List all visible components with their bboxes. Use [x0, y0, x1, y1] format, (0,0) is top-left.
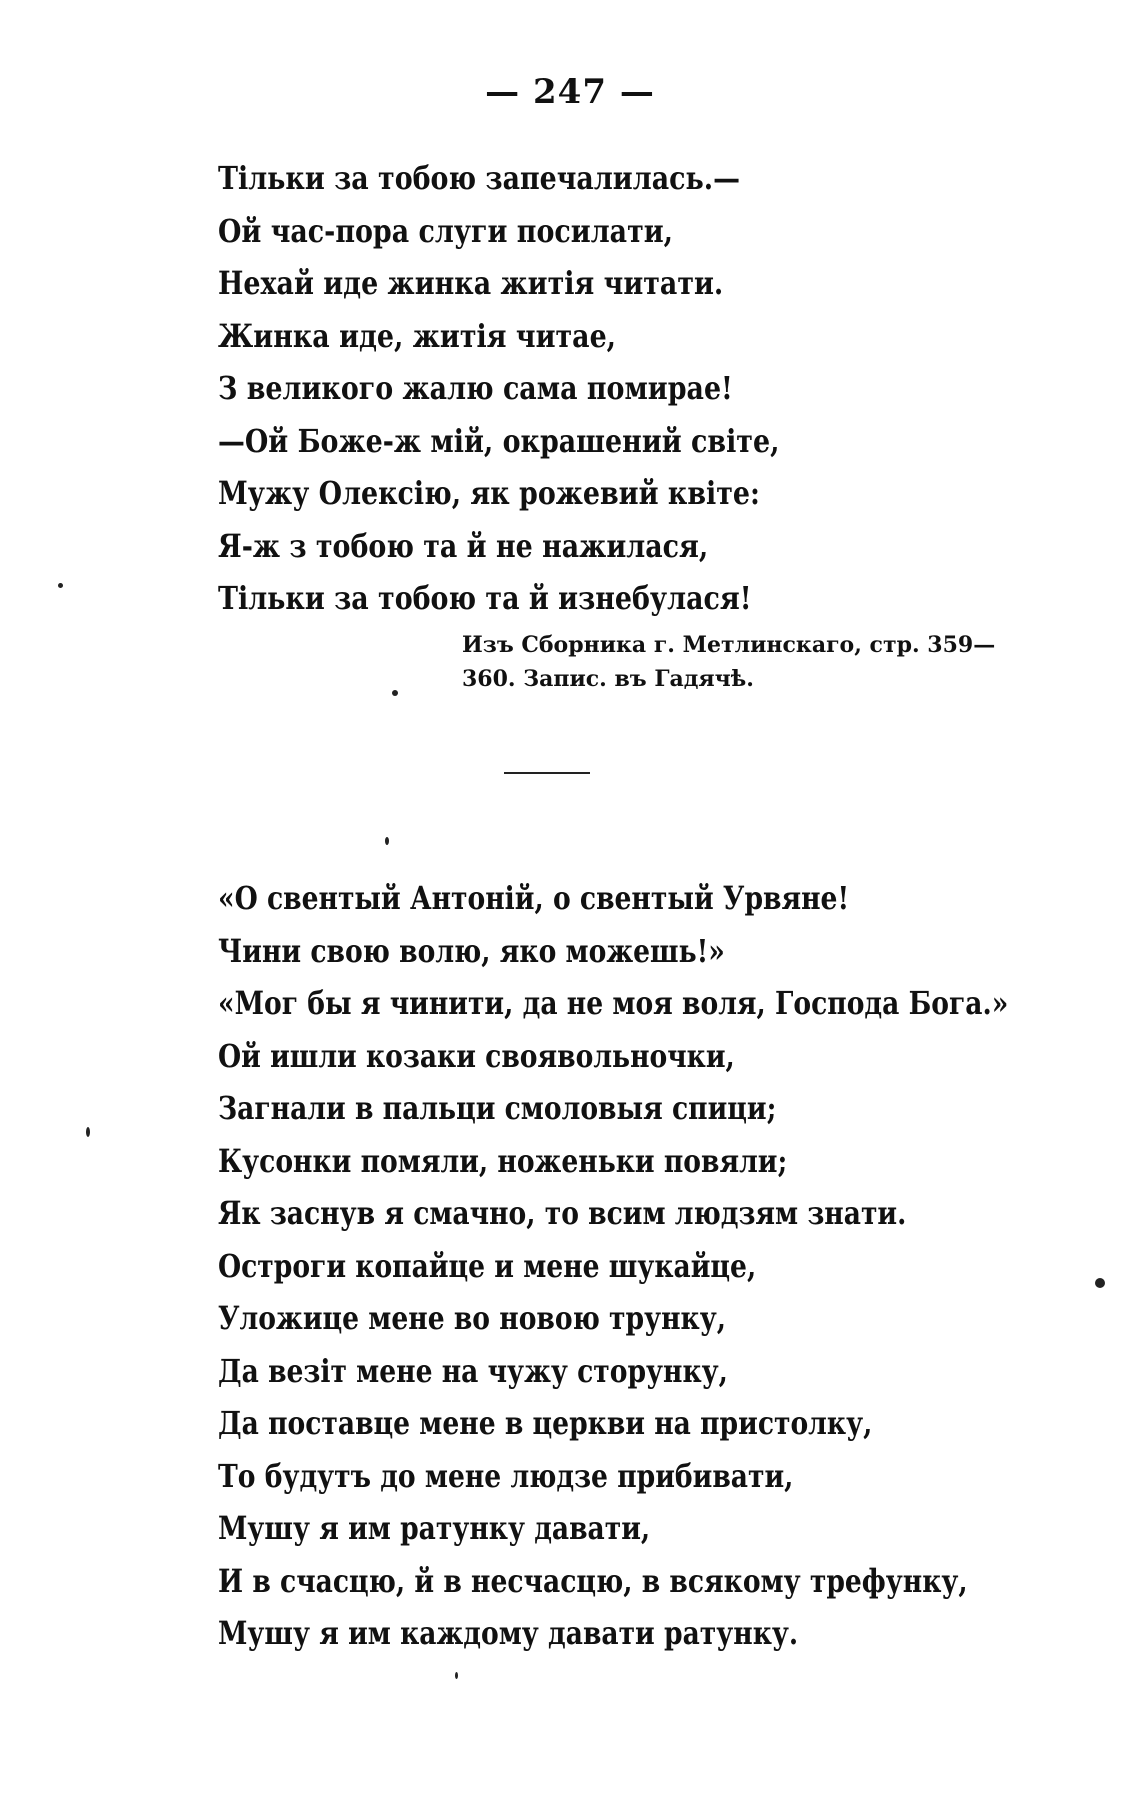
source-note-line: Изъ Сборника г. Метлинскаго, стр. 359—: [462, 632, 996, 658]
source-note: [462, 628, 995, 696]
poem-line: Тільки за тобою та й изнебулася!: [218, 579, 752, 617]
poem-line: Да поставце мене в церкви на пристолку,: [218, 1404, 873, 1442]
source-note-line: 360. Запис. въ Гадячѣ.: [462, 666, 754, 692]
scan-speck: [86, 1127, 90, 1137]
poem-line: Ой ишли козаки своявольночки,: [218, 1036, 735, 1075]
poem-stanza-1: [218, 152, 886, 625]
section-divider: [504, 772, 590, 774]
poem-line: Нехай иде жинка житія читати.: [218, 264, 724, 302]
poem-line: Уложице мене во новою трунку,: [218, 1299, 726, 1337]
poem-line: Жинка иде, житія читае,: [218, 316, 617, 355]
poem-line: Да везіт мене на чужу сторунку,: [218, 1351, 728, 1390]
poem-line: Тільки за тобою запечалилась.—: [218, 159, 740, 197]
poem-line: И в счасцю, й в несчасцю, в всякому трефунку,: [218, 1561, 968, 1600]
page-number: — 247 —: [485, 72, 655, 112]
poem-stanza-2: [218, 872, 1140, 1660]
scan-speck: [455, 1672, 458, 1679]
poem-line: Остроги копайце и мене шукайце,: [218, 1246, 757, 1285]
poem-line: То будутъ до мене людзе прибивати,: [218, 1456, 794, 1495]
scan-speck: [392, 690, 398, 696]
poem-line: Загнали в пальци смоловыя спици;: [218, 1089, 777, 1127]
poem-line: З великого жалю сама помирае!: [218, 369, 733, 407]
poem-line: Ой час-пора слуги посилати,: [218, 211, 674, 250]
poem-line: «Мог бы я чинити, да не моя воля, Господа Бога.»: [218, 984, 1009, 1022]
scan-speck: [385, 837, 389, 845]
poem-line: Чини свою волю, яко можешь!»: [218, 931, 725, 970]
poem-line: Мушу я им ратунку давати,: [218, 1509, 651, 1547]
poem-line: Кусонки помяли, ноженьки повяли;: [218, 1141, 788, 1180]
poem-line: Як заснув я смачно, то всим людзям знати.: [218, 1194, 907, 1232]
scan-speck: [1095, 1278, 1105, 1288]
poem-line: Мушу я им каждому давати ратунку.: [218, 1614, 799, 1652]
poem-line: —Ой Боже-ж мій, окрашений світе,: [218, 421, 780, 460]
poem-line: Мужу Олексію, як рожевий квіте:: [218, 474, 760, 512]
poem-line: «О свентый Антоній, о свентый Урвяне!: [218, 879, 850, 917]
poem-line: Я-ж з тобою та й не нажилася,: [218, 526, 709, 565]
scan-speck: [58, 583, 63, 588]
